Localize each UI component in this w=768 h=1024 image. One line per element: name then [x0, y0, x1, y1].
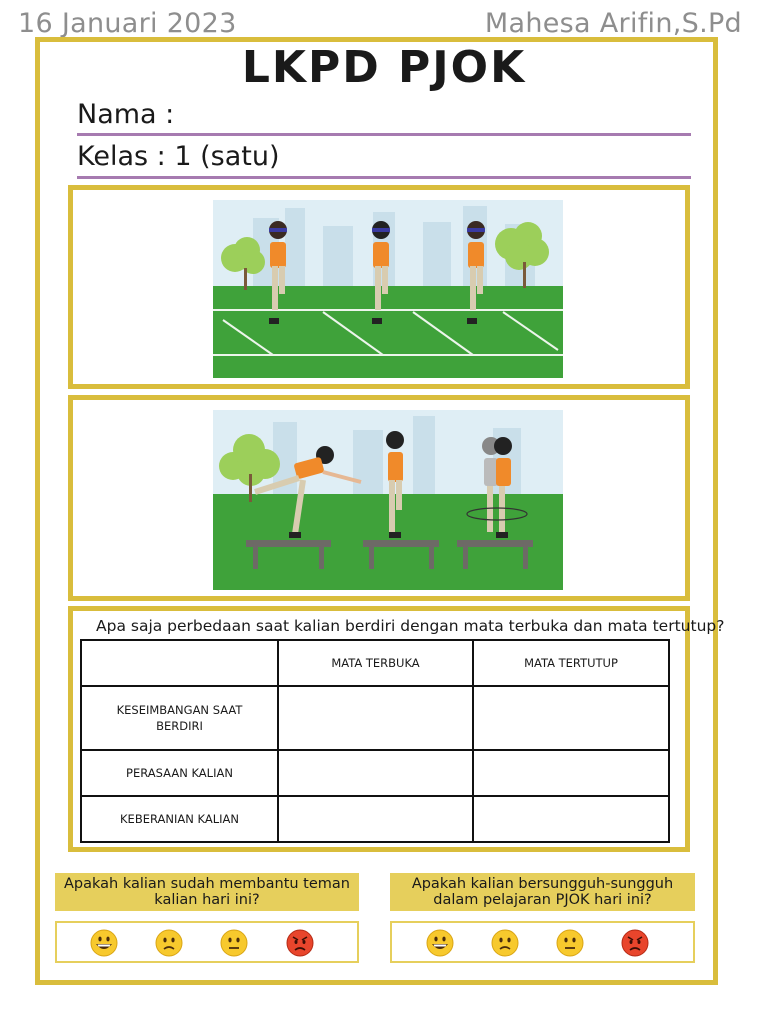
neutral-face-icon[interactable] [220, 929, 248, 957]
kelas-field [77, 141, 280, 172]
table-row [81, 686, 669, 750]
table-row [81, 796, 669, 842]
date-header: 16 Januari 2023 [18, 8, 237, 39]
row-label: KESEIMBANGAN SAAT BERDIRI [81, 686, 278, 750]
question-text: Apa saja perbedaan saat kalian berdiri dengan mata terbuka dan mata tertutup? [96, 617, 725, 635]
row-label: KEBERANIAN KALIAN [81, 796, 278, 842]
comparison-table [80, 639, 670, 843]
table-header-cell: MATA TERTUTUP [473, 640, 669, 686]
slightly-frowning-face-icon[interactable] [491, 929, 519, 957]
grinning-face-icon[interactable] [90, 929, 118, 957]
row-label: PERASAAN KALIAN [81, 750, 278, 796]
answer-cell[interactable] [473, 796, 669, 842]
feedback-emoji-row-2 [390, 921, 695, 963]
feedback-question-1: Apakah kalian sudah membantu teman kalian hari ini? [55, 873, 359, 911]
author-header: Mahesa Arifin,S.Pd [484, 8, 742, 39]
neutral-face-icon[interactable] [556, 929, 584, 957]
answer-cell[interactable] [278, 686, 473, 750]
illustration-standing-blindfolded [213, 200, 563, 378]
answer-cell[interactable] [278, 750, 473, 796]
nama-label: Nama : [77, 99, 175, 130]
answer-cell[interactable] [473, 750, 669, 796]
table-header-row [81, 640, 669, 686]
illustration-balance-bench [213, 410, 563, 590]
grinning-face-icon[interactable] [426, 929, 454, 957]
illustration-box-1 [68, 185, 690, 389]
answer-cell[interactable] [473, 686, 669, 750]
table-header-cell: MATA TERBUKA [278, 640, 473, 686]
kelas-label: Kelas : [77, 141, 166, 172]
nama-field [77, 99, 174, 130]
angry-face-icon[interactable] [621, 929, 649, 957]
angry-face-icon[interactable] [286, 929, 314, 957]
kelas-value: 1 (satu) [165, 141, 280, 172]
nama-underline [77, 133, 691, 136]
feedback-emoji-row-1 [55, 921, 359, 963]
kelas-underline [77, 176, 691, 179]
answer-cell[interactable] [278, 796, 473, 842]
table-row [81, 750, 669, 796]
slightly-frowning-face-icon[interactable] [155, 929, 183, 957]
worksheet-title: LKPD PJOK [241, 42, 527, 93]
feedback-question-2: Apakah kalian bersungguh-sungguh dalam pelajaran PJOK hari ini? [390, 873, 695, 911]
table-header-cell [81, 640, 278, 686]
illustration-box-2 [68, 395, 690, 601]
